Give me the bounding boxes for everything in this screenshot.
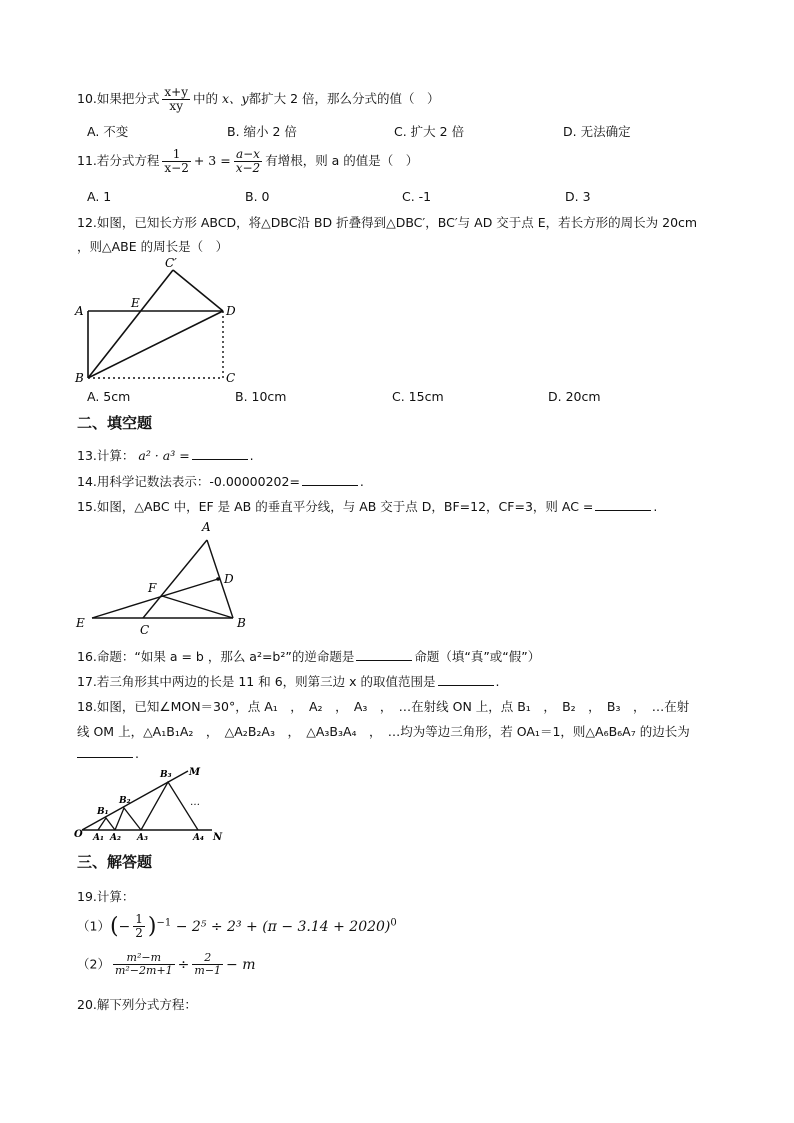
- q13-expr: a² · a³ =: [138, 448, 190, 463]
- q15-label-e: E: [76, 616, 85, 630]
- q11-option-d: D. 3: [565, 189, 591, 204]
- q18-label-o: O: [74, 829, 83, 840]
- q15-text: 15.如图，△ABC 中，EF 是 AB 的垂直平分线，与 AB 交于点 D，BF=12，CF=3，则 AC =: [77, 499, 594, 514]
- q12-option-d: D. 20cm: [548, 389, 601, 404]
- q10-fraction: [162, 86, 190, 113]
- q10-option-b: B. 缩小 2 倍: [227, 124, 297, 139]
- q15-label-b: B: [237, 616, 246, 630]
- q19-part1-frac-den: 2: [135, 926, 143, 941]
- q18-label-a3: A₃: [137, 833, 148, 843]
- q19-part2-expr: [110, 951, 256, 978]
- q13-answer-blank[interactable]: [192, 448, 248, 460]
- q18-label-b3: B₃: [160, 770, 172, 780]
- q15-label-a: A: [202, 520, 211, 534]
- q18-label-a2: A₂: [110, 833, 121, 843]
- q17-post: .: [495, 674, 500, 689]
- q18-figure: [72, 763, 232, 843]
- q11-post: 有增根，则 a 的值是（ ）: [265, 153, 419, 169]
- q17-stem: [77, 672, 500, 690]
- q12-figure: [70, 252, 250, 387]
- q11-stem: [77, 148, 418, 175]
- q15-label-d: D: [224, 572, 234, 586]
- q11-pre: 11.若分式方程: [77, 153, 160, 169]
- q18-label-b1: B₁: [97, 807, 109, 817]
- q16-answer-blank[interactable]: [356, 649, 412, 661]
- q18-ray-om: [82, 771, 188, 830]
- q10-frac-den: xy: [169, 99, 183, 114]
- q11-option-a: A. 1: [87, 189, 112, 204]
- section-fill-in-title: 二、填空题: [77, 414, 153, 432]
- q19-part1-expr: (− $\frac{1}{2}$ )$^{-1} - 2^5 \div 2^3 + (\pi - 3.14 + 2020)^0$: [109, 911, 397, 941]
- q14-stem: [77, 472, 364, 490]
- q18-answer-blank[interactable]: [77, 746, 133, 758]
- q11-f2-num: a−x: [234, 148, 262, 162]
- q15-post: .: [653, 499, 658, 514]
- q10-vars: x、y: [222, 91, 249, 107]
- q12-diagonal-bd: [88, 311, 223, 378]
- q19-part2-f1-den: m²−2m+1: [114, 964, 173, 978]
- q15-label-f: F: [148, 581, 157, 595]
- q19-part2-div: ÷: [177, 956, 190, 973]
- q10-frac-num: x+y: [164, 85, 188, 99]
- q19-part2-f2-den: m−1: [194, 964, 222, 978]
- q19-part1-exponent-zero: 0: [390, 917, 397, 928]
- q19-part1: [77, 912, 397, 940]
- q11-f1-num: 1: [162, 148, 190, 162]
- q11-fraction-2: [234, 148, 262, 175]
- q19-part2-f2-num: 2: [192, 952, 223, 965]
- q13-pre: 13.计算：: [77, 448, 135, 463]
- q17-pre: 17.若三角形其中两边的长是 11 和 6，则第三边 x 的取值范围是: [77, 674, 436, 689]
- q11-option-b: B. 0: [245, 189, 270, 204]
- q15-answer-blank[interactable]: [595, 499, 651, 511]
- q12-label-b: B: [75, 371, 84, 385]
- q18-label-n: N: [213, 832, 223, 843]
- q13-stem: [77, 446, 254, 464]
- q10-mid: 中的: [193, 91, 219, 107]
- q10-option-a: A. 不变: [87, 124, 129, 139]
- q12-option-c: C. 15cm: [392, 389, 444, 404]
- q12-fold-bcp: [88, 270, 173, 378]
- q13-post: .: [249, 448, 254, 463]
- q19-part1-frac: [133, 913, 145, 940]
- q19-part2-f1-num: m²−m: [113, 952, 175, 965]
- q15-stem: [77, 497, 657, 515]
- q18-label-a4: A₄: [193, 833, 204, 843]
- q10-option-c: C. 扩大 2 倍: [394, 124, 465, 139]
- q11-fraction-1: [162, 148, 190, 175]
- q12-label-a: A: [75, 304, 84, 318]
- q17-answer-blank[interactable]: [438, 674, 494, 686]
- q18-line1: 18.如图，已知∠MON＝30°，点 A₁ ， A₂ ， A₃ ， …在射线 ON 上，点 B₁ ， B₂ ， B₃ ， …在射: [77, 699, 690, 714]
- q18-triangle-2: [115, 808, 141, 830]
- q19-part2: [77, 952, 256, 977]
- q12-option-a: A. 5cm: [87, 389, 131, 404]
- q18-label-dots: …: [190, 797, 200, 808]
- q11-plus: + 3 =: [193, 153, 231, 169]
- q12-fold-cpd: [173, 270, 223, 311]
- q19-part1-exponent: −1: [156, 917, 172, 928]
- q19-part1-frac-num: 1: [135, 911, 143, 926]
- q14-answer-blank[interactable]: [302, 474, 358, 486]
- q11-option-c: C. -1: [402, 189, 432, 204]
- q11-f1-den: x−2: [164, 161, 189, 176]
- q19-part1-rest: − 2⁵ ÷ 2³ + (π − 3.14 + 2020): [175, 918, 391, 935]
- q12-option-b: B. 10cm: [235, 389, 287, 404]
- q12-label-d: D: [226, 304, 236, 318]
- q18-answer-line: [77, 746, 139, 761]
- q18-post: .: [135, 746, 139, 761]
- q15-label-c: C: [140, 623, 150, 637]
- q18-label-b2: B₂: [119, 796, 131, 806]
- q18-label-a1: A₁: [93, 833, 104, 843]
- section-solve-title: 三、解答题: [77, 853, 153, 871]
- q11-f2-den: x−2: [235, 161, 261, 176]
- q16-pre: 16.命题：“如果 a = b ，那么 a²=b²”的逆命题是: [77, 649, 355, 664]
- q14-post: .: [359, 474, 364, 489]
- q12-line2: ，则△ABE 的周长是（ ）: [77, 239, 229, 254]
- q19-part2-frac-1: [113, 952, 175, 977]
- q10-pre: 10.如果把分式: [77, 91, 160, 107]
- q14-text: 14.用科学记数法表示：-0.00000202=: [77, 474, 300, 489]
- q12-label-cprime: C′: [165, 256, 177, 270]
- q10-post: 都扩大 2 倍，那么分式的值（ ）: [248, 91, 440, 107]
- q12-label-e: E: [131, 296, 140, 310]
- q19-part2-label: （2）: [77, 956, 110, 972]
- q15-figure: [70, 515, 260, 640]
- q18-line2: 线 OM 上，△A₁B₁A₂ ， △A₂B₂A₃ ， △A₃B₃A₄ ， …均为等边三角形，若 OA₁＝1，则△A₆B₆A₇ 的边长为: [77, 724, 690, 739]
- q16-post: 命题（填“真”或“假”）: [414, 649, 541, 664]
- q15-point-d: [216, 577, 220, 581]
- q19-title: 19.计算：: [77, 889, 135, 904]
- q19-part2-rest: − m: [226, 956, 256, 973]
- q12-line1: 12.如图，已知长方形 ABCD，将△DBC沿 BD 折叠得到△DBC′，BC′与 AD 交于点 E，若长方形的周长为 20cm: [77, 215, 698, 230]
- q10-option-d: D. 无法确定: [563, 124, 631, 139]
- q12-label-c: C: [226, 371, 236, 385]
- q18-label-m: M: [189, 767, 201, 778]
- q19-part1-label: （1）: [77, 918, 110, 934]
- q16-stem: [77, 647, 540, 665]
- q15-line-fb: [162, 596, 233, 618]
- q19-part2-frac-2: [192, 952, 223, 977]
- q10-stem: [77, 86, 440, 113]
- q20-title: 20.解下列分式方程：: [77, 997, 197, 1012]
